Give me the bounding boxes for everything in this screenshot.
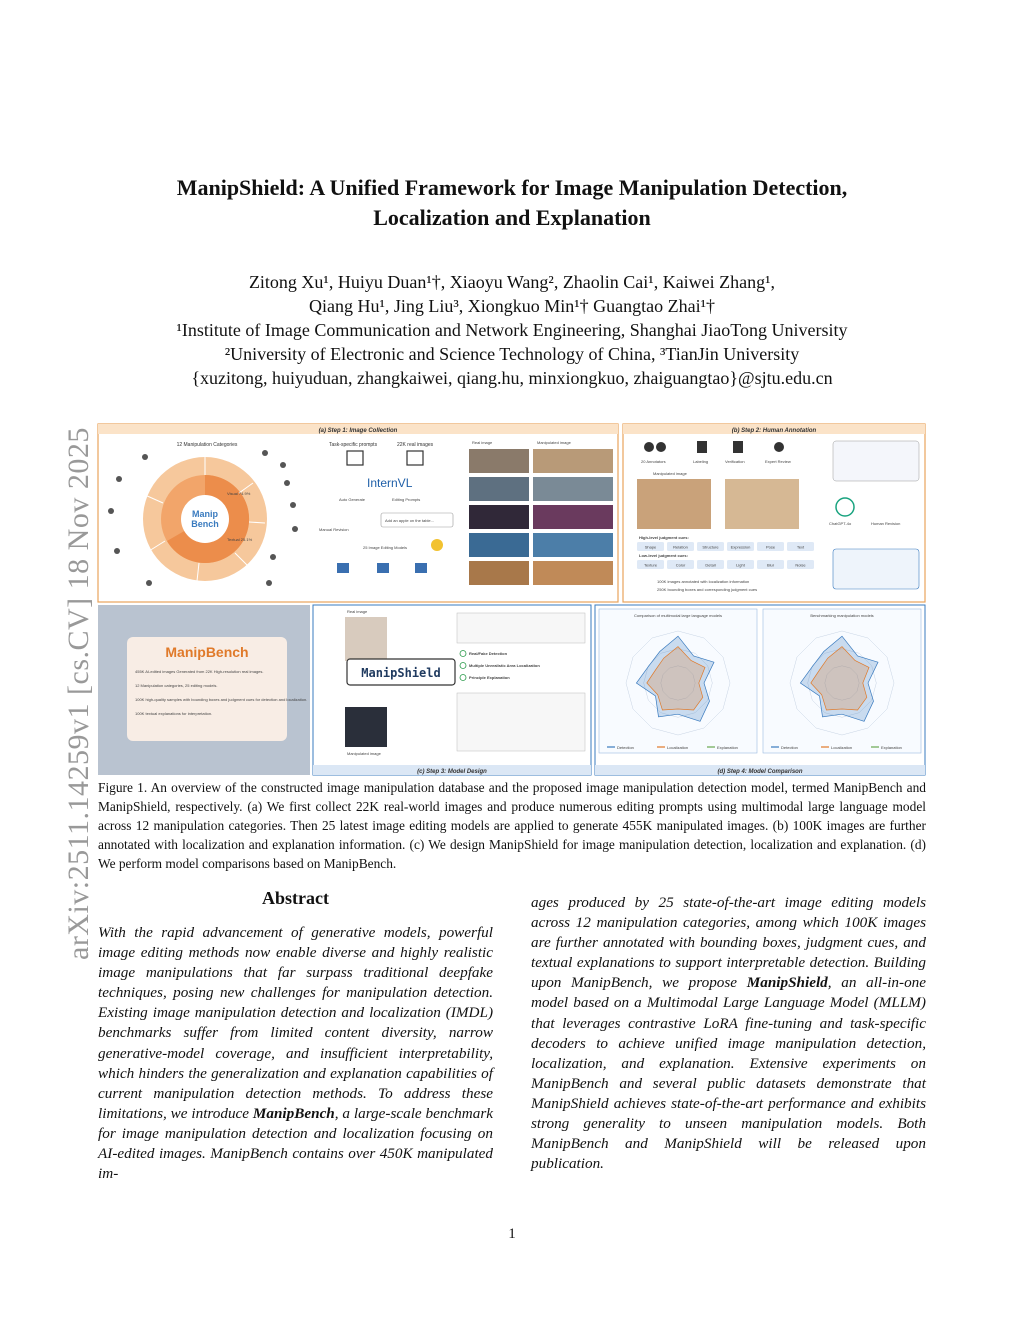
- annotated-manip-image: [637, 479, 711, 529]
- radar1-legend: [607, 745, 738, 750]
- step4-title: (d) Step 4: Model Comparison: [717, 769, 803, 775]
- manipbench-point: 455K AI-edited images Generated from 22K High-resolution real images.: [135, 669, 264, 674]
- capability-item: Principle Explanation: [469, 675, 510, 680]
- cue-label: Noise: [795, 562, 806, 568]
- cue-label: Expression: [730, 544, 751, 550]
- chatgpt-label: ChatGPT-4o: [829, 521, 852, 526]
- step1-title: (a) Step 1: Image Collection: [318, 428, 398, 434]
- categories-title: 12 Manipulation Categories: [176, 442, 238, 448]
- cue-label: Pose: [765, 544, 776, 550]
- real-images-label: 22K real images: [397, 442, 434, 448]
- paper-title: [110, 173, 914, 233]
- manipbench-point: 100K high-quality samples with bounding boxes and judgment cues for detection and localization.: [135, 697, 308, 702]
- radar2-legend: [771, 745, 902, 750]
- manipbench-point: 100K textual explanations for interpretation.: [135, 711, 213, 716]
- radar1-title: Comparison of multimodal large language models: [633, 613, 723, 618]
- category-donut: [143, 457, 267, 581]
- manipulated-image-label-c: Manipulated image: [347, 751, 381, 756]
- abstract-right-column: [531, 893, 926, 1174]
- annotation-stat-2: 250K bounding boxes and corresponding judgment cues: [657, 587, 758, 592]
- cue-label: Texture: [643, 562, 658, 568]
- authors-line-2: Qiang Hu¹, Jing Liu³, Xiongkuo Min¹† Guangtao Zhai¹†: [308, 296, 716, 316]
- example-prompt: Add an apple on the table...: [385, 518, 434, 523]
- abstract-left-column: [98, 888, 493, 1184]
- radar2-title: Benchmarking manipulation models: [810, 613, 874, 618]
- annotated-source-image: [725, 479, 799, 529]
- legend-label: Explanation: [717, 745, 738, 750]
- visual-pct: Visual 74.9%: [227, 491, 251, 496]
- labeling-label: Labeling: [693, 459, 709, 464]
- internvl-logo: InternVL: [367, 476, 413, 490]
- authors-line-1: Zitong Xu¹, Huiyu Duan¹†, Xiaoyu Wang², Zhaolin Cai¹, Kaiwei Zhang¹,: [248, 272, 776, 292]
- textual-pct: Textual 25.1%: [227, 537, 253, 542]
- cue-label: Detail: [705, 562, 716, 568]
- manipshield-term: ManipShield: [746, 974, 828, 992]
- author-emails: {xuzitong, huiyuduan, zhangkaiwei, qiang.hu, minxiongkuo, zhaiguangtao}@sjtu.edu.cn: [191, 368, 833, 388]
- manipshield-label: ManipShield: [361, 666, 441, 680]
- affiliation-line-2: ²University of Electronic and Science Technology of China, ³TianJin University: [224, 344, 800, 364]
- highlevel-cues-label: High-level judgment cues:: [639, 535, 689, 540]
- abstract-heading: Abstract: [262, 888, 329, 908]
- bench-name-2: Bench: [191, 519, 219, 529]
- auto-generate-label: Auto Generate: [339, 497, 366, 502]
- overview-figure: [97, 423, 927, 777]
- page-number: 1: [508, 1226, 516, 1242]
- step3-title: (c) Step 3: Model Design: [417, 769, 487, 775]
- cue-label: Shape: [644, 544, 657, 550]
- human-revision-label: Human Revision: [871, 521, 901, 526]
- annotators-label: 20 Annotators: [641, 459, 666, 464]
- legend-label: Explanation: [881, 745, 902, 750]
- editing-prompts-label: Editing Prompts: [392, 497, 421, 502]
- cue-label: Color: [675, 562, 686, 568]
- real-image-label: Real image: [472, 440, 493, 445]
- abstract-paragraph-right: ages produced by 25 state-of-the-art image editing models across 12 manipulation categories, among which 100K images are further annotated with bounding boxes, judgment cues, and textual explanations to support interpretable detection. Building upon ManipBench, we propose ManipShield, an all-in-one model based on a Multimodal Large Language Model (MLLM) that leverages contrastive LoRA fine-tuning and task-specific decoders to achieve unified image manipulation detection, localization, and explanation. Extensive experiments on ManipBench and several public datasets demonstrate that ManipShield achieves state-of-the-art performance and exhibits strong generality to unseen manipulation models. Both ManipBench and ManipShield will be released upon publication.: [531, 894, 926, 1173]
- manipulated-image-c: [345, 707, 387, 747]
- real-image-c: [345, 617, 387, 661]
- manipbench-term: ManipBench: [252, 1104, 335, 1122]
- annotation-stat-1: 100K images annotated with localization information: [657, 579, 750, 584]
- cue-label: Structure: [702, 544, 719, 550]
- title-line-1: ManipShield: A Unified Framework for Image Manipulation Detection,: [176, 175, 848, 200]
- capability-item: Real/Fake Detection: [469, 651, 508, 656]
- cue-label: Light: [736, 562, 745, 568]
- legend-label: Detection: [781, 745, 798, 750]
- title-line-2: Localization and Explanation: [373, 205, 651, 230]
- expert-review-label: Expert Review: [765, 459, 791, 464]
- manipulated-image-label: Manipulated image: [537, 440, 571, 445]
- manual-revision-label: Manual Revision: [319, 527, 349, 532]
- abstract-paragraph-left: With the rapid advancement of generative models, powerful image editing methods now enable diverse and highly realistic image manipulations that far surpass traditional deepfake techniques, posing new challenges for manipulation detection. Existing image manipulation detection and localization (IMDL) benchmarks suffer from limited content diversity, narrow generative-model coverage, and insufficient interpretability, which hinders the generalization and explanation capabilities of current manipulation detection methods. To address these limitations, we introduce ManipBench, a large-scale benchmark for image manipulation detection and localization focusing on AI-edited images. ManipBench contains over 450K manipulated im-: [98, 924, 493, 1183]
- author-block: [110, 270, 914, 390]
- real-image-label-c: Real image: [347, 609, 368, 614]
- manipbench-title: ManipBench: [165, 644, 249, 660]
- lowlevel-cues-label: Low-level judgment cues:: [639, 553, 688, 558]
- manip-image-label: Manipulated image: [653, 471, 687, 476]
- bench-name-1: Manip: [192, 509, 218, 519]
- legend-label: Localization: [831, 745, 853, 750]
- cue-label: Blur: [766, 562, 775, 568]
- arxiv-stamp: arXiv:2511.14259v1 [cs.CV] 18 Nov 2025: [62, 427, 95, 960]
- cue-label: Relation: [673, 544, 688, 550]
- prompts-label: Task-specific prompts: [329, 442, 378, 448]
- image-pairs: [469, 449, 613, 585]
- legend-label: Localization: [667, 745, 689, 750]
- step2-title: (b) Step 2: Human Annotation: [731, 428, 817, 434]
- figure-caption: Figure 1. An overview of the constructed image manipulation database and the proposed image manipulation detection model, termed ManipBench and ManipShield, respectively. (a) We first collect 22K real-world images and produce numerous editing prompts using multimodal large language model across 12 manipulation categories. Then 25 latest image editing models are applied to generate 455K manipulated images. (b) 100K images are further annotated with localization and explanation information. (c) We design ManipShield for image manipulation detection, localization and explanation. (d) We perform model comparisons based on ManipBench.: [98, 780, 926, 871]
- legend-label: Detection: [617, 745, 634, 750]
- manipbench-point: 12 Manipulation categories, 25 editing models.: [135, 683, 218, 688]
- editing-models-label: 25 Image Editing Models: [363, 545, 408, 550]
- affiliation-line-1: ¹Institute of Image Communication and Network Engineering, Shanghai JiaoTong University: [176, 320, 848, 340]
- capability-item: Multiple Unrealistic Area Localization: [469, 663, 540, 668]
- cue-label: Text: [796, 544, 805, 550]
- verification-label: Verification: [725, 459, 745, 464]
